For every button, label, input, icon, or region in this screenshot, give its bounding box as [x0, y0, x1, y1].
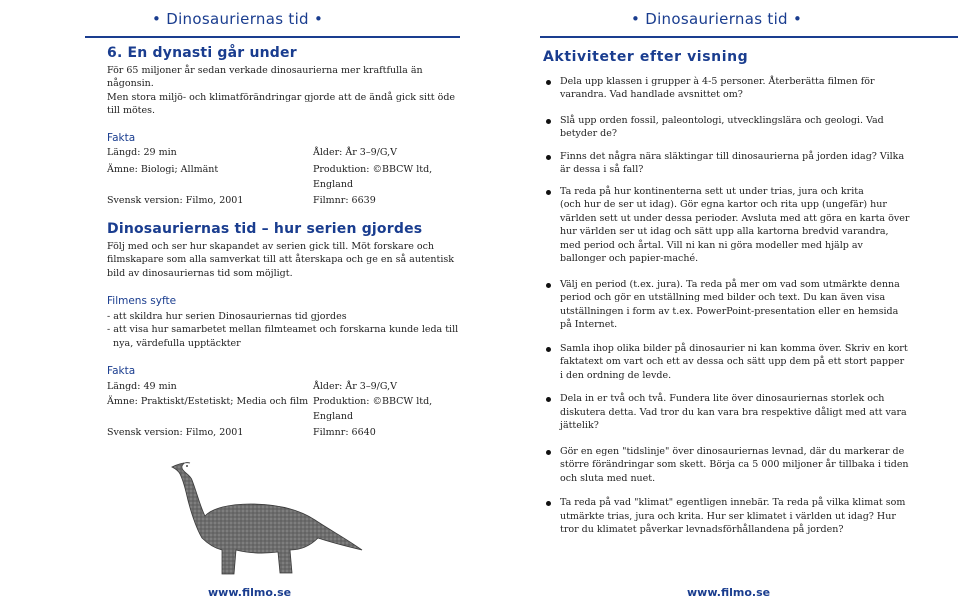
- activity-line: världen sett ut under dessa perioder. Avsluta med att göra en karta över: [560, 212, 910, 224]
- section-title-making-of: Dinosauriernas tid – hur serien gjordes: [107, 221, 423, 237]
- bullet-icon: [546, 155, 551, 160]
- section-intro: [107, 64, 462, 118]
- activity-line: tror du klimatet påverkar levnadsförhållandena på jorden?: [560, 524, 844, 535]
- bullet-glyph: •: [313, 10, 324, 28]
- left-footer-url[interactable]: www.filmo.se: [208, 586, 292, 599]
- activity-item: [543, 496, 953, 537]
- syfte-line: - att visa hur samarbetet mellan filmteamet och forskarna kunde leda till: [107, 324, 459, 335]
- activity-item: [543, 278, 953, 332]
- right-header-rule: [540, 36, 958, 38]
- syfte-block: [107, 295, 462, 350]
- fakta-production: Produktion: ©BBCW ltd,: [313, 164, 433, 175]
- right-column: [543, 51, 953, 537]
- fakta-length: Längd: 29 min: [107, 147, 177, 158]
- bullet-icon: [546, 450, 551, 455]
- fakta-age: Ålder: År 3–9/G,V: [313, 147, 397, 158]
- bullet-glyph: •: [792, 10, 803, 28]
- activity-line: hur världen ser ut idag och sätt upp alla kartorna bredvid varandra,: [560, 226, 889, 237]
- activity-line: med period och årtal. Vill ni kan ni göra modeller med hjälp av: [560, 239, 863, 251]
- activities-list: [543, 75, 953, 537]
- activity-line: ballonger och papier-maché.: [560, 253, 699, 264]
- bullet-icon: [546, 80, 551, 85]
- syfte-line: - att skildra hur serien Dinosauriernas tid gjordes: [107, 310, 347, 322]
- making-of-line: Följ med och ser hur skapandet av serien gick till. Möt forskare och: [107, 240, 435, 252]
- fakta-heading: Fakta: [107, 131, 136, 144]
- bullet-icon: [546, 397, 551, 402]
- intro-line: För 65 miljoner år sedan verkade dinosaurierna mer kraftfulla än någonsin.: [107, 64, 423, 89]
- activity-line: Välj en period (t.ex. jura). Ta reda på mer om vad som utmärkte denna: [560, 278, 900, 290]
- fakta-heading: Fakta: [107, 365, 136, 377]
- fakta-length: Längd: 49 min: [107, 380, 177, 392]
- left-header: [152, 10, 323, 28]
- fakta-subject: Ämne: Praktiskt/Estetiskt; Media och film: [107, 395, 309, 407]
- right-footer-url[interactable]: www.filmo.se: [687, 586, 771, 599]
- activity-item: [543, 392, 953, 433]
- bullet-icon: [546, 283, 551, 288]
- bullet-icon: [546, 501, 551, 506]
- activity-line: på Internet.: [560, 319, 618, 330]
- intro-line: till mötes.: [107, 105, 156, 116]
- bullet-icon: [546, 119, 551, 124]
- activity-line: utställningen i form av t.ex. PowerPoint-presentation eller en hemsida: [560, 305, 899, 317]
- activity-line: varandra. Vad handlade avsnittet om?: [560, 89, 743, 100]
- fakta-version: Svensk version: Filmo, 2001: [107, 426, 244, 438]
- syfte-heading: Filmens syfte: [107, 295, 177, 307]
- activity-line: i den ordning de levde.: [560, 369, 672, 381]
- activity-line: utmärkte trias, jura och krita. Hur ser klimatet i världen ut idag? Hur: [560, 510, 896, 522]
- making-of-line: filmskapare som alla samverkat till att återskapa och ge en så autentisk: [107, 254, 455, 265]
- dinosaur-illustration: [150, 458, 365, 576]
- bullet-icon: [546, 190, 551, 195]
- activity-line: är dessa i så fall?: [560, 164, 644, 175]
- fakta-age: Ålder: År 3–9/G,V: [313, 380, 397, 392]
- activity-item: [543, 185, 953, 266]
- right-header: [631, 10, 802, 28]
- section-title-dynasty: 6. En dynasti går under: [107, 45, 297, 61]
- activity-item: [543, 150, 953, 177]
- activity-line: Dela upp klassen i grupper à 4-5 personer. Återberätta filmen för: [560, 75, 875, 87]
- left-column: [107, 47, 462, 449]
- activity-line: och sluta med nuet.: [560, 472, 656, 484]
- fakta-subject: Ämne: Biologi; Allmänt: [107, 164, 219, 175]
- activities-title: Aktiviteter efter visning: [543, 49, 749, 65]
- fakta-filmnr: Filmnr: 6640: [313, 426, 376, 438]
- activity-line: Finns det några nära släktingar till dinosaurierna på jorden idag? Vilka: [560, 150, 905, 162]
- activity-line: Gör en egen "tidslinje" över dinosauriernas levnad, där du markerar de: [560, 445, 905, 457]
- intro-line: Men stora miljö- och klimatförändringar gjorde att de ändå gick sitt öde: [107, 91, 456, 103]
- fakta-production-country: England: [313, 179, 354, 190]
- activity-line: period och gör en utställning med bilder och text. Du kan även visa: [560, 292, 886, 303]
- activity-item: [543, 342, 953, 383]
- activity-item: [543, 114, 953, 141]
- fakta-production-country: England: [313, 410, 354, 422]
- activity-line: Slå upp orden fossil, paleontologi, utvecklingslära och geologi. Vad: [560, 114, 884, 126]
- fakta-block-2: [107, 365, 462, 449]
- activity-item: [543, 75, 953, 102]
- bullet-glyph: •: [152, 10, 162, 28]
- activity-line: betyder de?: [560, 128, 617, 139]
- bullet-icon: [546, 347, 551, 352]
- activity-line: Ta reda på hur kontinenterna sett ut under trias, jura och krita: [560, 185, 864, 197]
- section-making-of-text: [107, 240, 462, 281]
- activity-line: Ta reda på vad "klimat" egentligen innebär. Ta reda på vilka klimat som: [560, 497, 906, 508]
- activity-line: (och hur de ser ut idag). Gör egna kartor och rita upp (ungefär) hur: [560, 199, 887, 210]
- activity-line: diskutera detta. Vad tror du kan vara bra respektive dåligt med att vara: [560, 406, 907, 418]
- activity-line: jättelik?: [560, 420, 599, 431]
- syfte-line: nya, värdefulla upptäckter: [107, 337, 241, 349]
- bullet-glyph: •: [631, 10, 641, 28]
- fakta-filmnr: Filmnr: 6639: [313, 195, 376, 206]
- activity-line: större förändringar som skett. Börja ca 5 000 miljoner år tillbaka i tiden: [560, 459, 909, 470]
- right-header-title: Dinosauriernas tid: [645, 10, 788, 28]
- activity-item: [543, 445, 953, 486]
- left-header-rule: [85, 36, 460, 38]
- fakta-version: Svensk version: Filmo, 2001: [107, 195, 244, 206]
- activity-line: Dela in er två och två. Fundera lite över dinosauriernas storlek och: [560, 393, 885, 404]
- activity-line: faktatext om vart och ett av dessa och sätt upp dem på ett stort papper: [560, 356, 905, 367]
- activity-line: Samla ihop olika bilder på dinosaurier ni kan komma över. Skriv en kort: [560, 342, 908, 354]
- left-header-title: Dinosauriernas tid: [166, 10, 309, 28]
- making-of-line: bild av dinosauriernas tid som möjligt.: [107, 267, 293, 279]
- fakta-block-1: [107, 132, 462, 216]
- fakta-production: Produktion: ©BBCW ltd,: [313, 395, 433, 407]
